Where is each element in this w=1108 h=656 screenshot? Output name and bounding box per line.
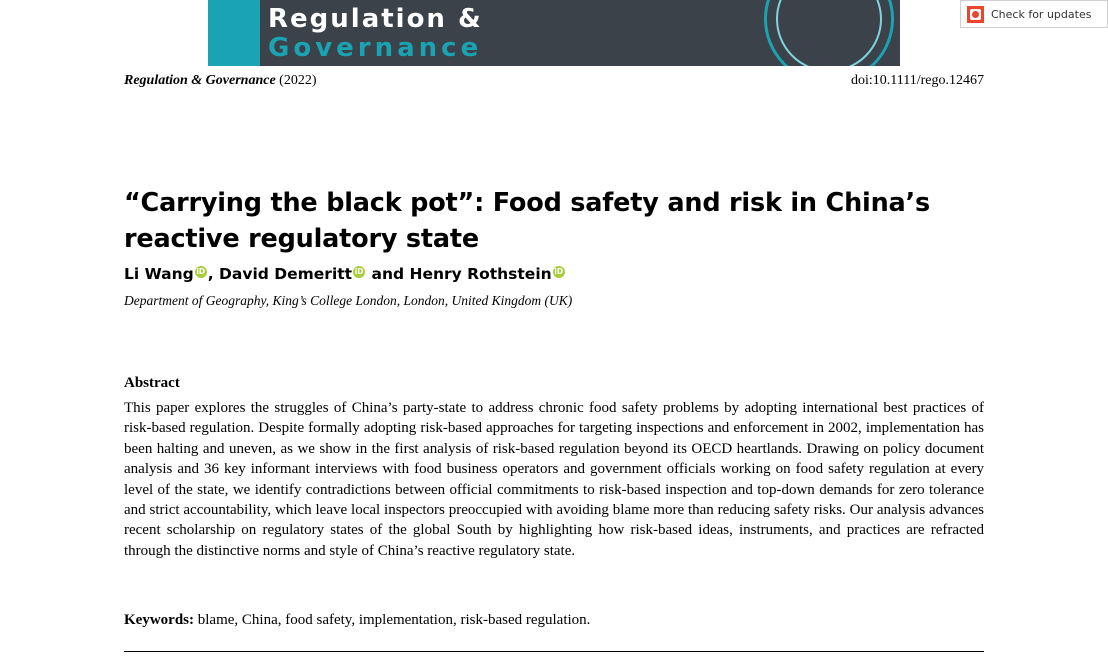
- masthead-title-line1: Regulation &: [268, 4, 483, 34]
- author-separator-2: and: [366, 265, 410, 283]
- doi-text: doi:10.1111/rego.12467: [851, 73, 984, 88]
- author-name-1: Li Wang: [124, 265, 194, 283]
- orcid-icon[interactable]: [353, 266, 365, 278]
- keywords-label: Keywords:: [124, 612, 194, 628]
- running-head-year: (2022): [275, 73, 317, 88]
- check-for-updates-badge[interactable]: [960, 0, 1108, 28]
- running-head: [124, 73, 984, 91]
- abstract-text: This paper explores the struggles of China’s party-state to address chronic food safety problems by adopting international best practices of risk-based regulation. Despite formally adopting risk-based approaches for targeting inspections and enforcement in 2002, implementation has been halting and uneven, as we show in the first analysis of risk-based regulation beyond its OECD heartlands. Drawing on policy document analysis and 36 key informant interviews with food business operators and government officials working on food safety regulation at every level of the state, we identify contradictions between official commitments to risk-based inspection and top-down demands for zero tolerance and strict accountability, which leave local inspectors preoccupied with avoiding blame more than reducing safety risks. Our analysis advances recent scholarship on regulatory states of the global South by highlighting how risk-based ideas, instruments, and practices are refracted through the distinctive norms and style of China’s reactive regulatory state.: [124, 400, 984, 559]
- keywords-text: blame, China, food safety, implementation, risk-based regulation.: [194, 612, 591, 628]
- author-name-2: David Demeritt: [219, 265, 353, 283]
- masthead-accent-bar: [208, 0, 260, 66]
- page-divider: [124, 651, 984, 652]
- page-title: “Carrying the black pot”: Food safety and risk in China’s reactive regulatory state: [124, 188, 930, 255]
- abstract-heading: Abstract: [124, 375, 180, 391]
- author-list: [124, 263, 954, 285]
- orcid-icon[interactable]: [553, 266, 565, 278]
- masthead-title-line2: Governance: [268, 33, 483, 63]
- crossmark-icon: [967, 6, 984, 23]
- author-name-3: Henry Rothstein: [409, 265, 552, 283]
- arc-inner-icon: [776, 0, 882, 66]
- keywords-line: [124, 610, 984, 630]
- journal-masthead: [208, 0, 900, 66]
- running-head-journal-name: Regulation & Governance: [124, 73, 276, 88]
- check-for-updates-label: Check for updates: [991, 7, 1092, 21]
- running-head-journal: [124, 73, 317, 89]
- orcid-icon[interactable]: [195, 266, 207, 278]
- author-separator-1: ,: [207, 265, 220, 283]
- author-affiliation: Department of Geography, King’s College London, London, United Kingdom (UK): [124, 293, 573, 308]
